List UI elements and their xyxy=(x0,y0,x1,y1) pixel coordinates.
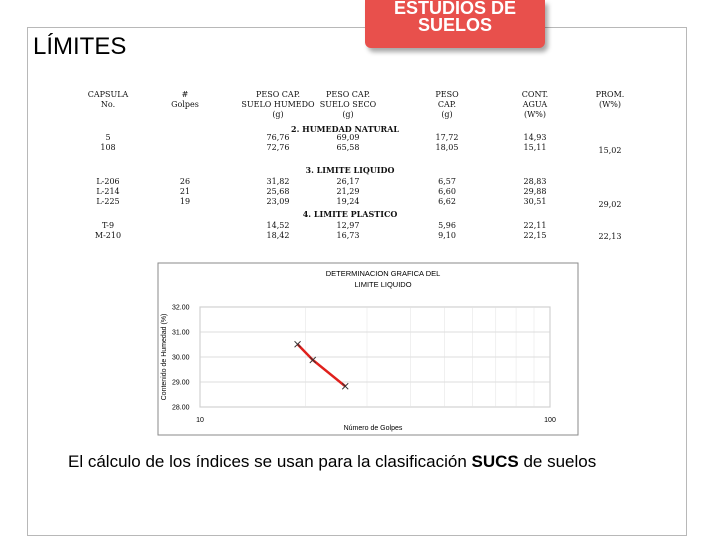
header-golpes: # Golpes xyxy=(171,90,199,109)
y-tick-label: 30.00 xyxy=(172,354,190,362)
caption-bold: SUCS xyxy=(471,452,519,471)
chart-title: DETERMINACION GRAFICA DEL LIMITE LIQUIDO xyxy=(325,269,441,289)
y-tick-label: 32.00 xyxy=(172,304,190,312)
header-peso-seco: PESO CAP. SUELO SECO (g) xyxy=(319,90,377,119)
liquido-peso-humedo: 31,82 25,68 23,09 xyxy=(266,177,290,206)
plastico-peso-cap: 5,96 9,10 xyxy=(438,221,456,240)
section-limite-liquido: 3. LIMITE LIQUIDO xyxy=(305,165,395,175)
section-badge-text: ESTUDIOS DE SUELOS xyxy=(393,0,517,35)
section-humedad-natural: 2. HUMEDAD NATURAL xyxy=(291,124,399,134)
liquido-prom: 29,02 xyxy=(598,200,622,209)
liquido-peso-cap: 6,57 6,60 6,62 xyxy=(438,177,456,206)
y-axis-label: Contenido de Humedad (%) xyxy=(161,313,168,401)
header-prom: PROM. (W%) xyxy=(595,90,625,109)
caption-post: de suelos xyxy=(518,452,597,471)
plastico-peso-seco: 12,97 16,73 xyxy=(336,221,360,240)
caption xyxy=(68,452,596,472)
humedad-peso-seco: 69,09 65,58 xyxy=(336,133,360,152)
section-limite-plastico: 4. LIMITE PLASTICO xyxy=(302,209,398,219)
header-peso-humedo: PESO CAP. SUELO HUMEDO (g) xyxy=(241,90,315,119)
y-tick-label: 31.00 xyxy=(172,329,190,337)
humedad-prom: 15,02 xyxy=(598,146,622,155)
y-tick-label: 29.00 xyxy=(172,379,190,387)
liquido-peso-seco: 26,17 21,29 19,24 xyxy=(336,177,360,206)
x-tick-label: 10 xyxy=(196,417,204,424)
x-tick-label: 100 xyxy=(544,417,556,424)
humedad-cont-agua: 14,93 15,11 xyxy=(523,133,547,152)
plastico-peso-humedo: 14,52 18,42 xyxy=(266,221,290,240)
plastico-capsula: T-9 M-210 xyxy=(94,221,122,240)
header-peso-cap: PESO CAP. (g) xyxy=(435,90,459,119)
plastico-cont-agua: 22,11 22,15 xyxy=(523,221,547,240)
liquido-cont-agua: 28,83 29,88 30,51 xyxy=(523,177,547,206)
humedad-capsula: 5 108 xyxy=(100,133,116,152)
liquido-golpes: 26 21 19 xyxy=(179,177,191,206)
plastico-prom: 22,13 xyxy=(598,232,622,241)
liquido-capsula: L-206 L-214 L-225 xyxy=(96,177,120,206)
slide-title: LÍMITES xyxy=(33,33,127,60)
humedad-peso-humedo: 76,76 72,76 xyxy=(266,133,290,152)
humedad-peso-cap: 17,72 18,05 xyxy=(435,133,459,152)
caption-pre: El cálculo de los índices se usan para la clasificación xyxy=(68,452,472,471)
x-axis-label: Número de Golpes xyxy=(343,425,403,432)
y-tick-label: 28.00 xyxy=(172,404,190,412)
header-cont-agua: CONT. AGUA (W%) xyxy=(521,90,549,119)
header-capsula: CAPSULA No. xyxy=(87,90,129,109)
